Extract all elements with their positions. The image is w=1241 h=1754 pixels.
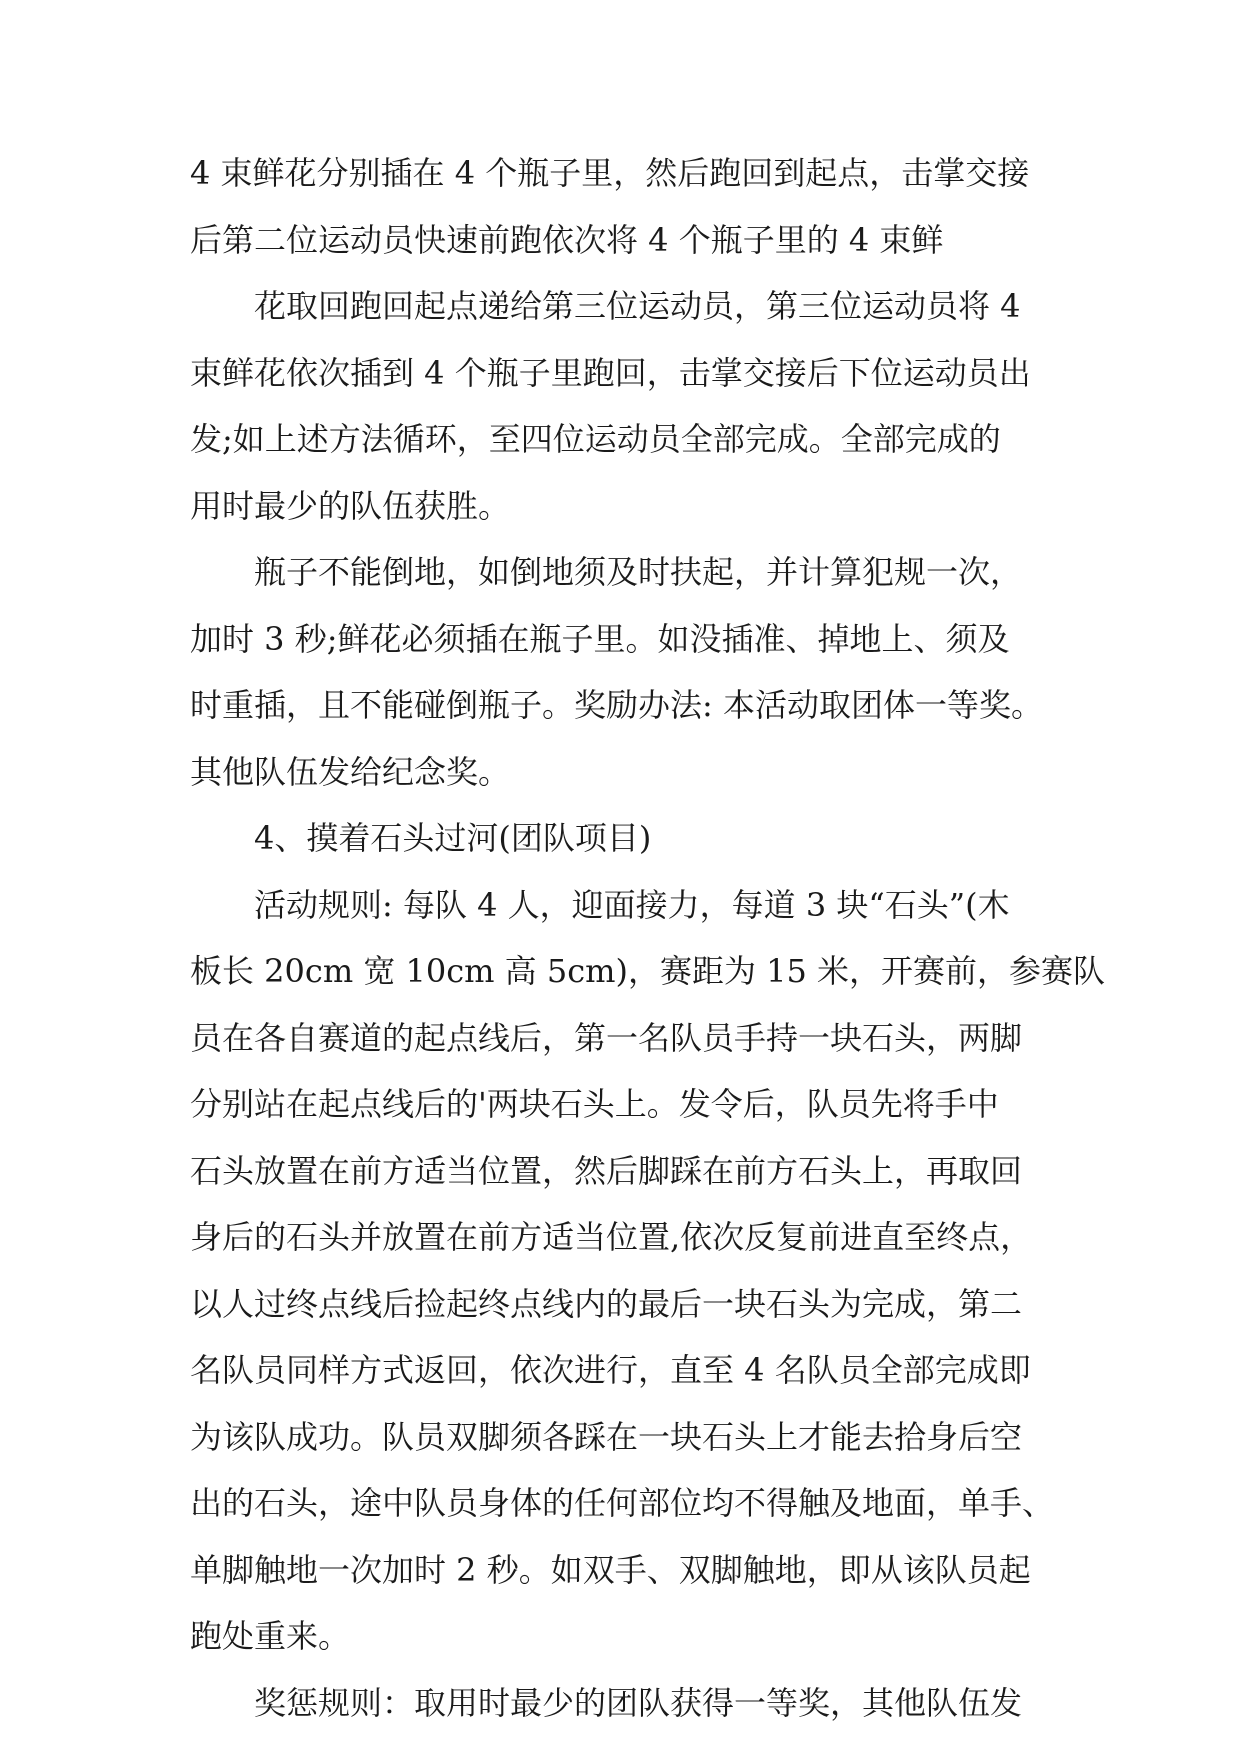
- text-line: 4 束鲜花分别插在 4 个瓶子里，然后跑回到起点，击掌交接: [190, 154, 1030, 192]
- text-line: 员在各自赛道的起点线后，第一名队员手持一块石头，两脚: [190, 1018, 1023, 1057]
- text-line: 奖惩规则：取用时最少的团队获得一等奖，其他队伍发: [254, 1683, 1023, 1722]
- text-line: 跑处重来。: [190, 1617, 351, 1655]
- text-line: 名队员同样方式返回，依次进行，直至 4 名队员全部完成即: [190, 1351, 1031, 1389]
- document-page: [190, 140, 1106, 1736]
- text-line: 加时 3 秒;鲜花必须插在瓶子里。如没插准、掉地上、须及: [190, 619, 1010, 658]
- text-line: 石头放置在前方适当位置，然后脚踩在前方石头上，再取回: [190, 1151, 1023, 1190]
- text-line: 板长 20cm 宽 10cm 高 5cm)，赛距为 15 米，开赛前，参赛队: [190, 952, 1106, 990]
- text-line: 瓶子不能倒地，如倒地须及时扶起，并计算犯规一次，: [254, 553, 1023, 591]
- text-line: 其他队伍发给纪念奖。: [190, 752, 511, 791]
- text-line: 以人过终点线后捡起终点线内的最后一块石头为完成，第二: [190, 1284, 1023, 1323]
- text-line: 束鲜花依次插到 4 个瓶子里跑回，击掌交接后下位运动员出: [190, 353, 1031, 392]
- text-line: 发;如上述方法循环，至四位运动员全部完成。全部完成的: [190, 420, 1001, 458]
- text-line: 单脚触地一次加时 2 秒。如双手、双脚触地，即从该队员起: [190, 1550, 1031, 1589]
- text-line: 分别站在起点线后的'两块石头上。发令后，队员先将手中: [190, 1085, 999, 1123]
- text-line: 身后的石头并放置在前方适当位置,依次反复前进直至终点，: [190, 1218, 1033, 1256]
- text-line: 为该队成功。队员双脚须各踩在一块石头上才能去拾身后空: [190, 1417, 1023, 1456]
- text-line: 4、摸着石头过河(团队项目): [254, 819, 652, 857]
- text-line: 活动规则: 每队 4 人，迎面接力，每道 3 块“石头”(木: [254, 885, 1010, 924]
- text-line: 时重插，且不能碰倒瓶子。奖励办法: 本活动取团体一等奖。: [190, 686, 1043, 724]
- text-line: 后第二位运动员快速前跑依次将 4 个瓶子里的 4 束鲜: [190, 220, 944, 259]
- text-line: 出的石头，途中队员身体的任何部位均不得触及地面，单手、: [190, 1484, 1055, 1522]
- text-line: 用时最少的队伍获胜。: [190, 486, 511, 525]
- text-line: 花取回跑回起点递给第三位运动员，第三位运动员将 4: [254, 287, 1021, 325]
